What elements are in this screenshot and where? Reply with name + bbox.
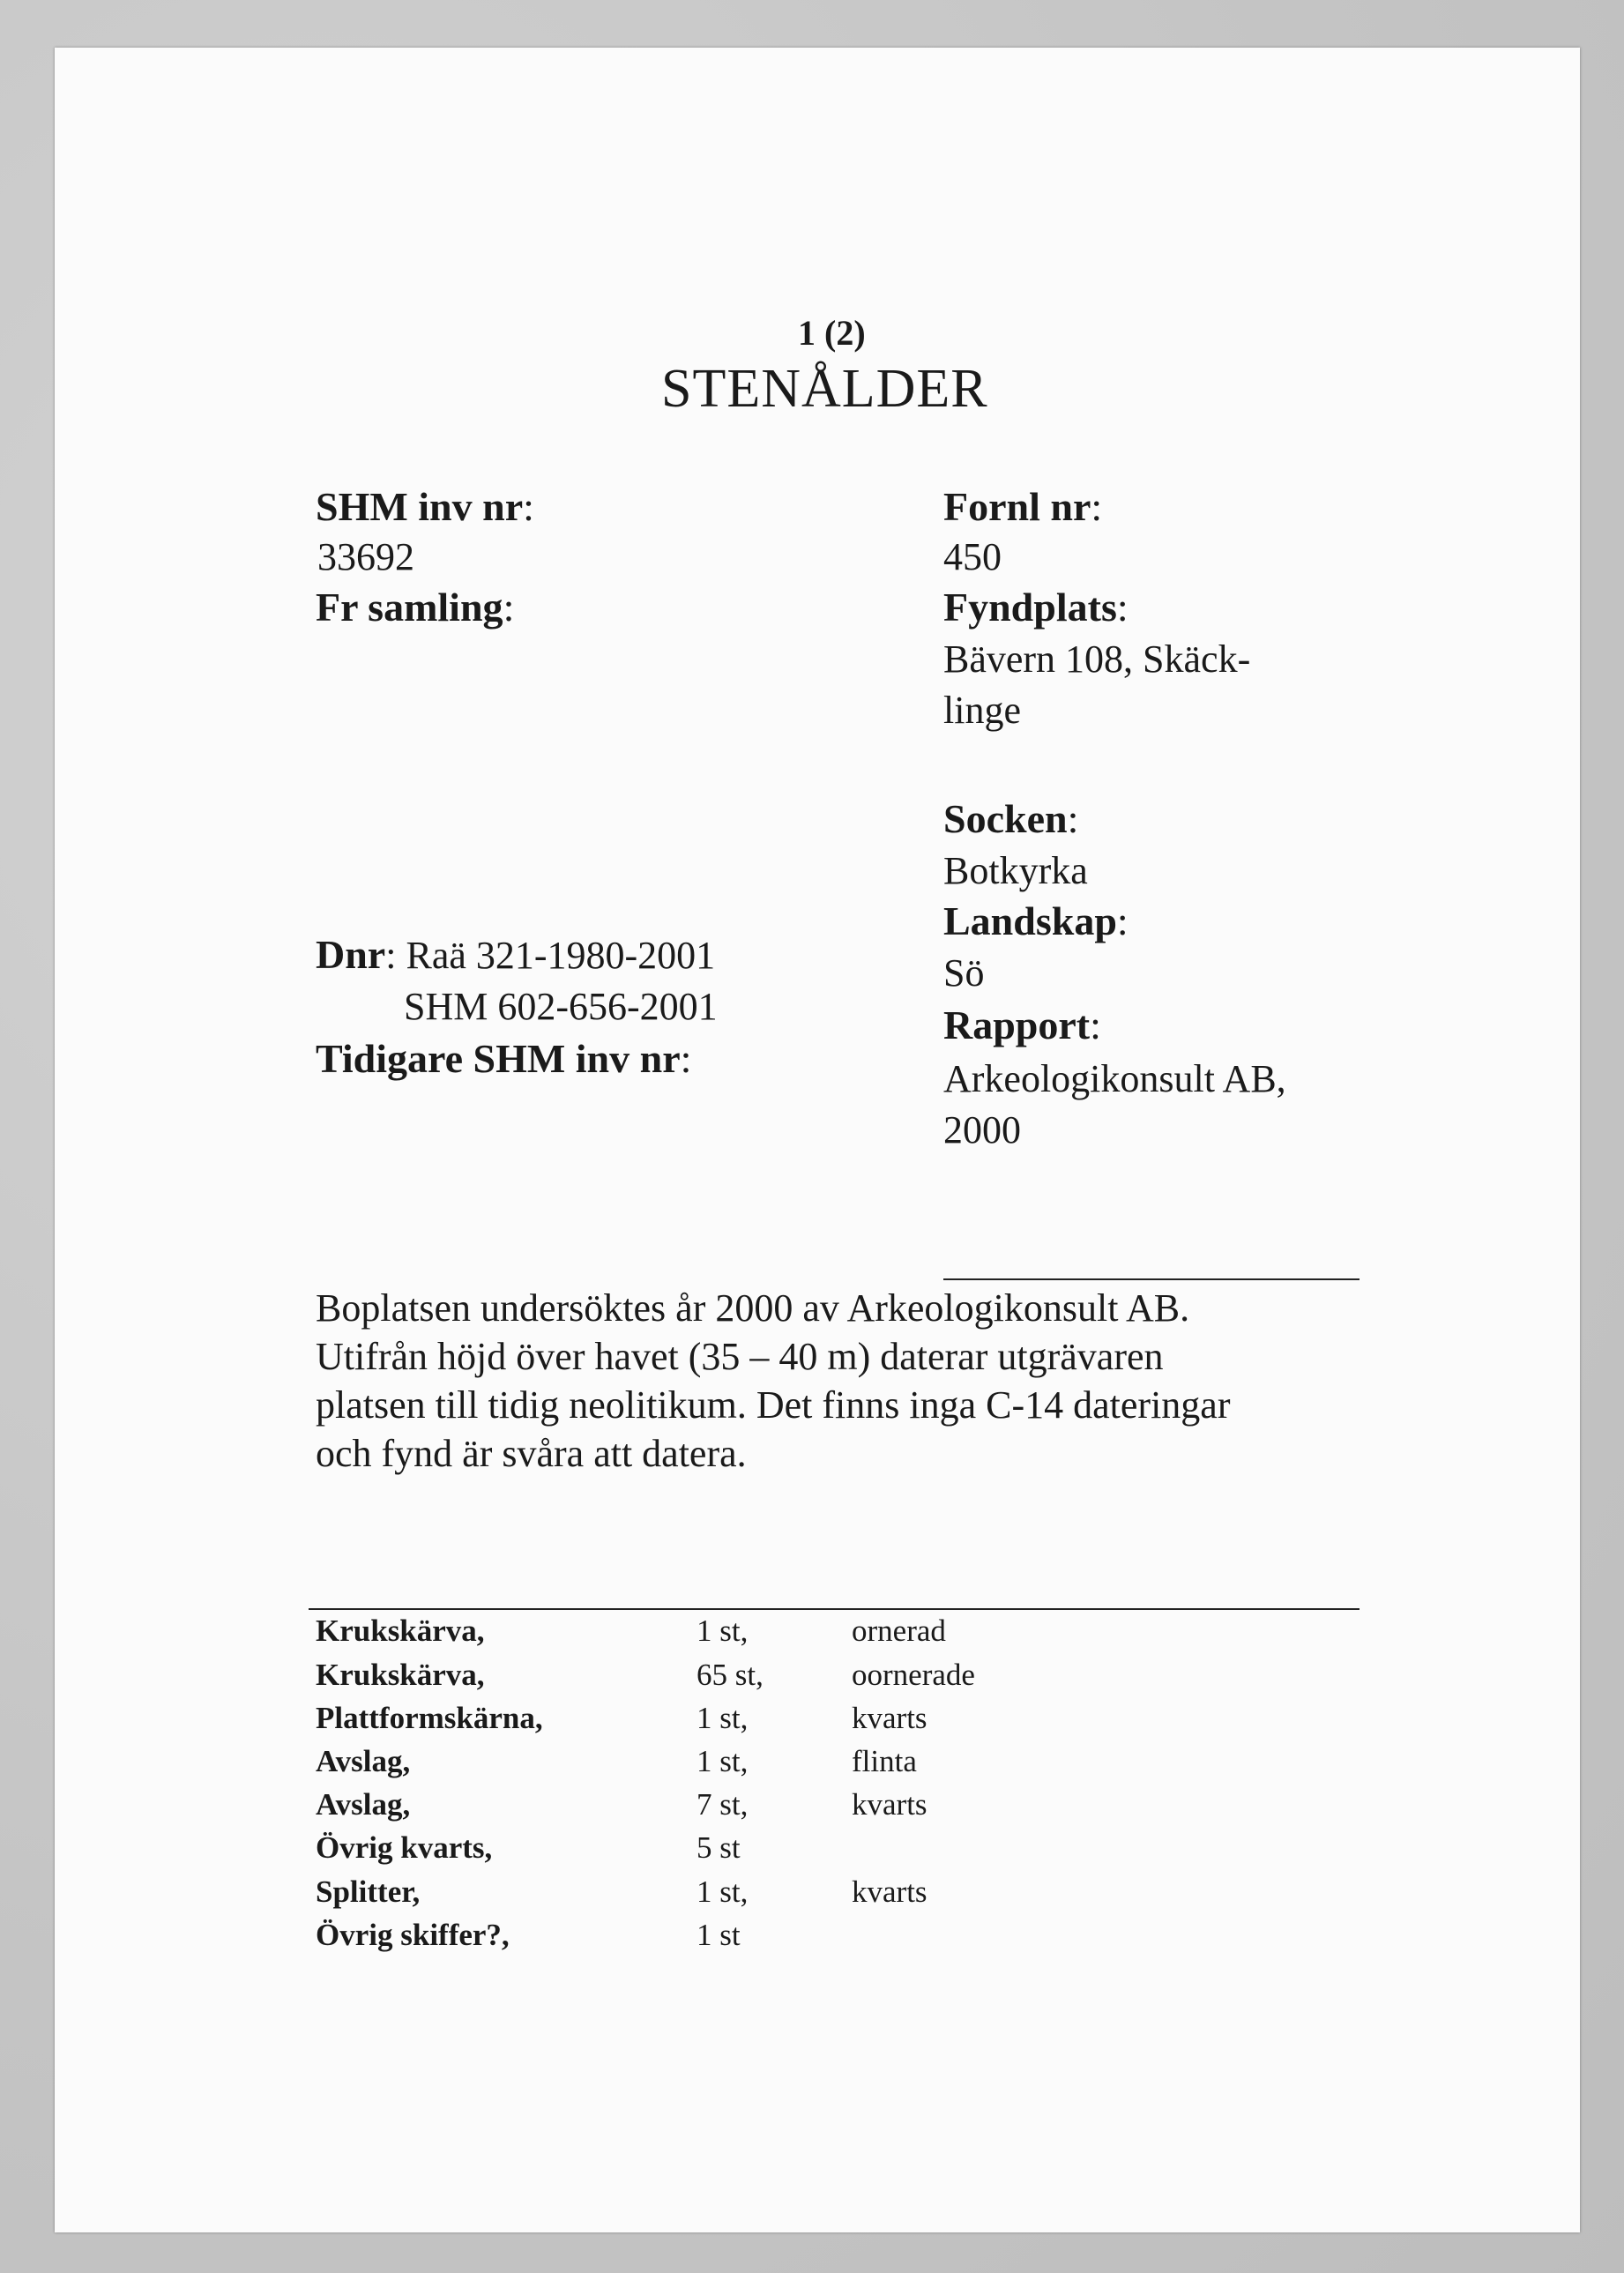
find-type: Övrig skiffer?, [316,1918,510,1952]
rapport-value-1: Arkeologikonsult AB, [943,1057,1286,1100]
description-line-3: platsen till tidig neolitikum. Det finns inga C-14 dateringar [316,1383,1231,1427]
find-count: 65 st, [697,1658,764,1692]
find-type: Splitter, [316,1874,421,1909]
find-type: Övrig kvarts, [316,1830,493,1865]
description-line-2: Utifrån höjd över havet (35 – 40 m) daterar utgrävaren [316,1335,1164,1378]
find-note: kvarts [852,1701,927,1735]
description-line-1: Boplatsen undersöktes år 2000 av Arkeologikonsult AB. [316,1286,1190,1330]
find-count: 5 st [697,1830,741,1865]
fyndplats-label: Fyndplats: [943,585,1129,630]
shm-inv-label: SHM inv nr: [316,484,534,529]
socken-value: Botkyrka [943,849,1088,892]
rapport-label: Rapport: [943,1002,1101,1047]
fornl-label: Fornl nr: [943,484,1103,529]
tidigare-shm-label: Tidigare SHM inv nr: [316,1036,692,1081]
find-note: kvarts [852,1787,927,1822]
socken-label: Socken: [943,796,1079,841]
fornl-value: 450 [943,535,1002,578]
landskap-value: Sö [943,951,985,995]
find-type: Krukskärva, [316,1658,485,1692]
find-count: 7 st, [697,1787,749,1822]
shm-inv-value: 33692 [317,535,414,578]
dnr-line-1: Dnr: Raä 321-1980-2001 [316,932,716,977]
description-line-4: och fynd är svåra att datera. [316,1432,747,1475]
find-count: 1 st, [697,1874,749,1909]
find-type: Avslag, [316,1744,411,1778]
section-divider-short [943,1278,1360,1280]
find-note: ornerad [852,1613,946,1648]
find-note: oornerade [852,1658,975,1692]
document-page [55,48,1580,2232]
page-number: 1 (2) [798,313,866,353]
find-count: 1 st, [697,1744,749,1778]
fr-samling-label: Fr samling: [316,585,515,630]
find-count: 1 st, [697,1613,749,1648]
find-count: 1 st [697,1918,741,1952]
finds-table-divider [309,1608,1360,1610]
page-title: STENÅLDER [661,359,988,419]
fyndplats-value-1: Bävern 108, Skäck- [943,637,1251,681]
find-note: kvarts [852,1874,927,1909]
rapport-value-2: 2000 [943,1108,1021,1151]
fyndplats-value-2: linge [943,689,1021,732]
find-count: 1 st, [697,1701,749,1735]
find-note: flinta [852,1744,917,1778]
find-type: Plattformskärna, [316,1701,543,1735]
find-type: Krukskärva, [316,1613,485,1648]
landskap-label: Landskap: [943,898,1129,943]
dnr-line-2: SHM 602-656-2001 [404,985,718,1028]
find-type: Avslag, [316,1787,411,1822]
